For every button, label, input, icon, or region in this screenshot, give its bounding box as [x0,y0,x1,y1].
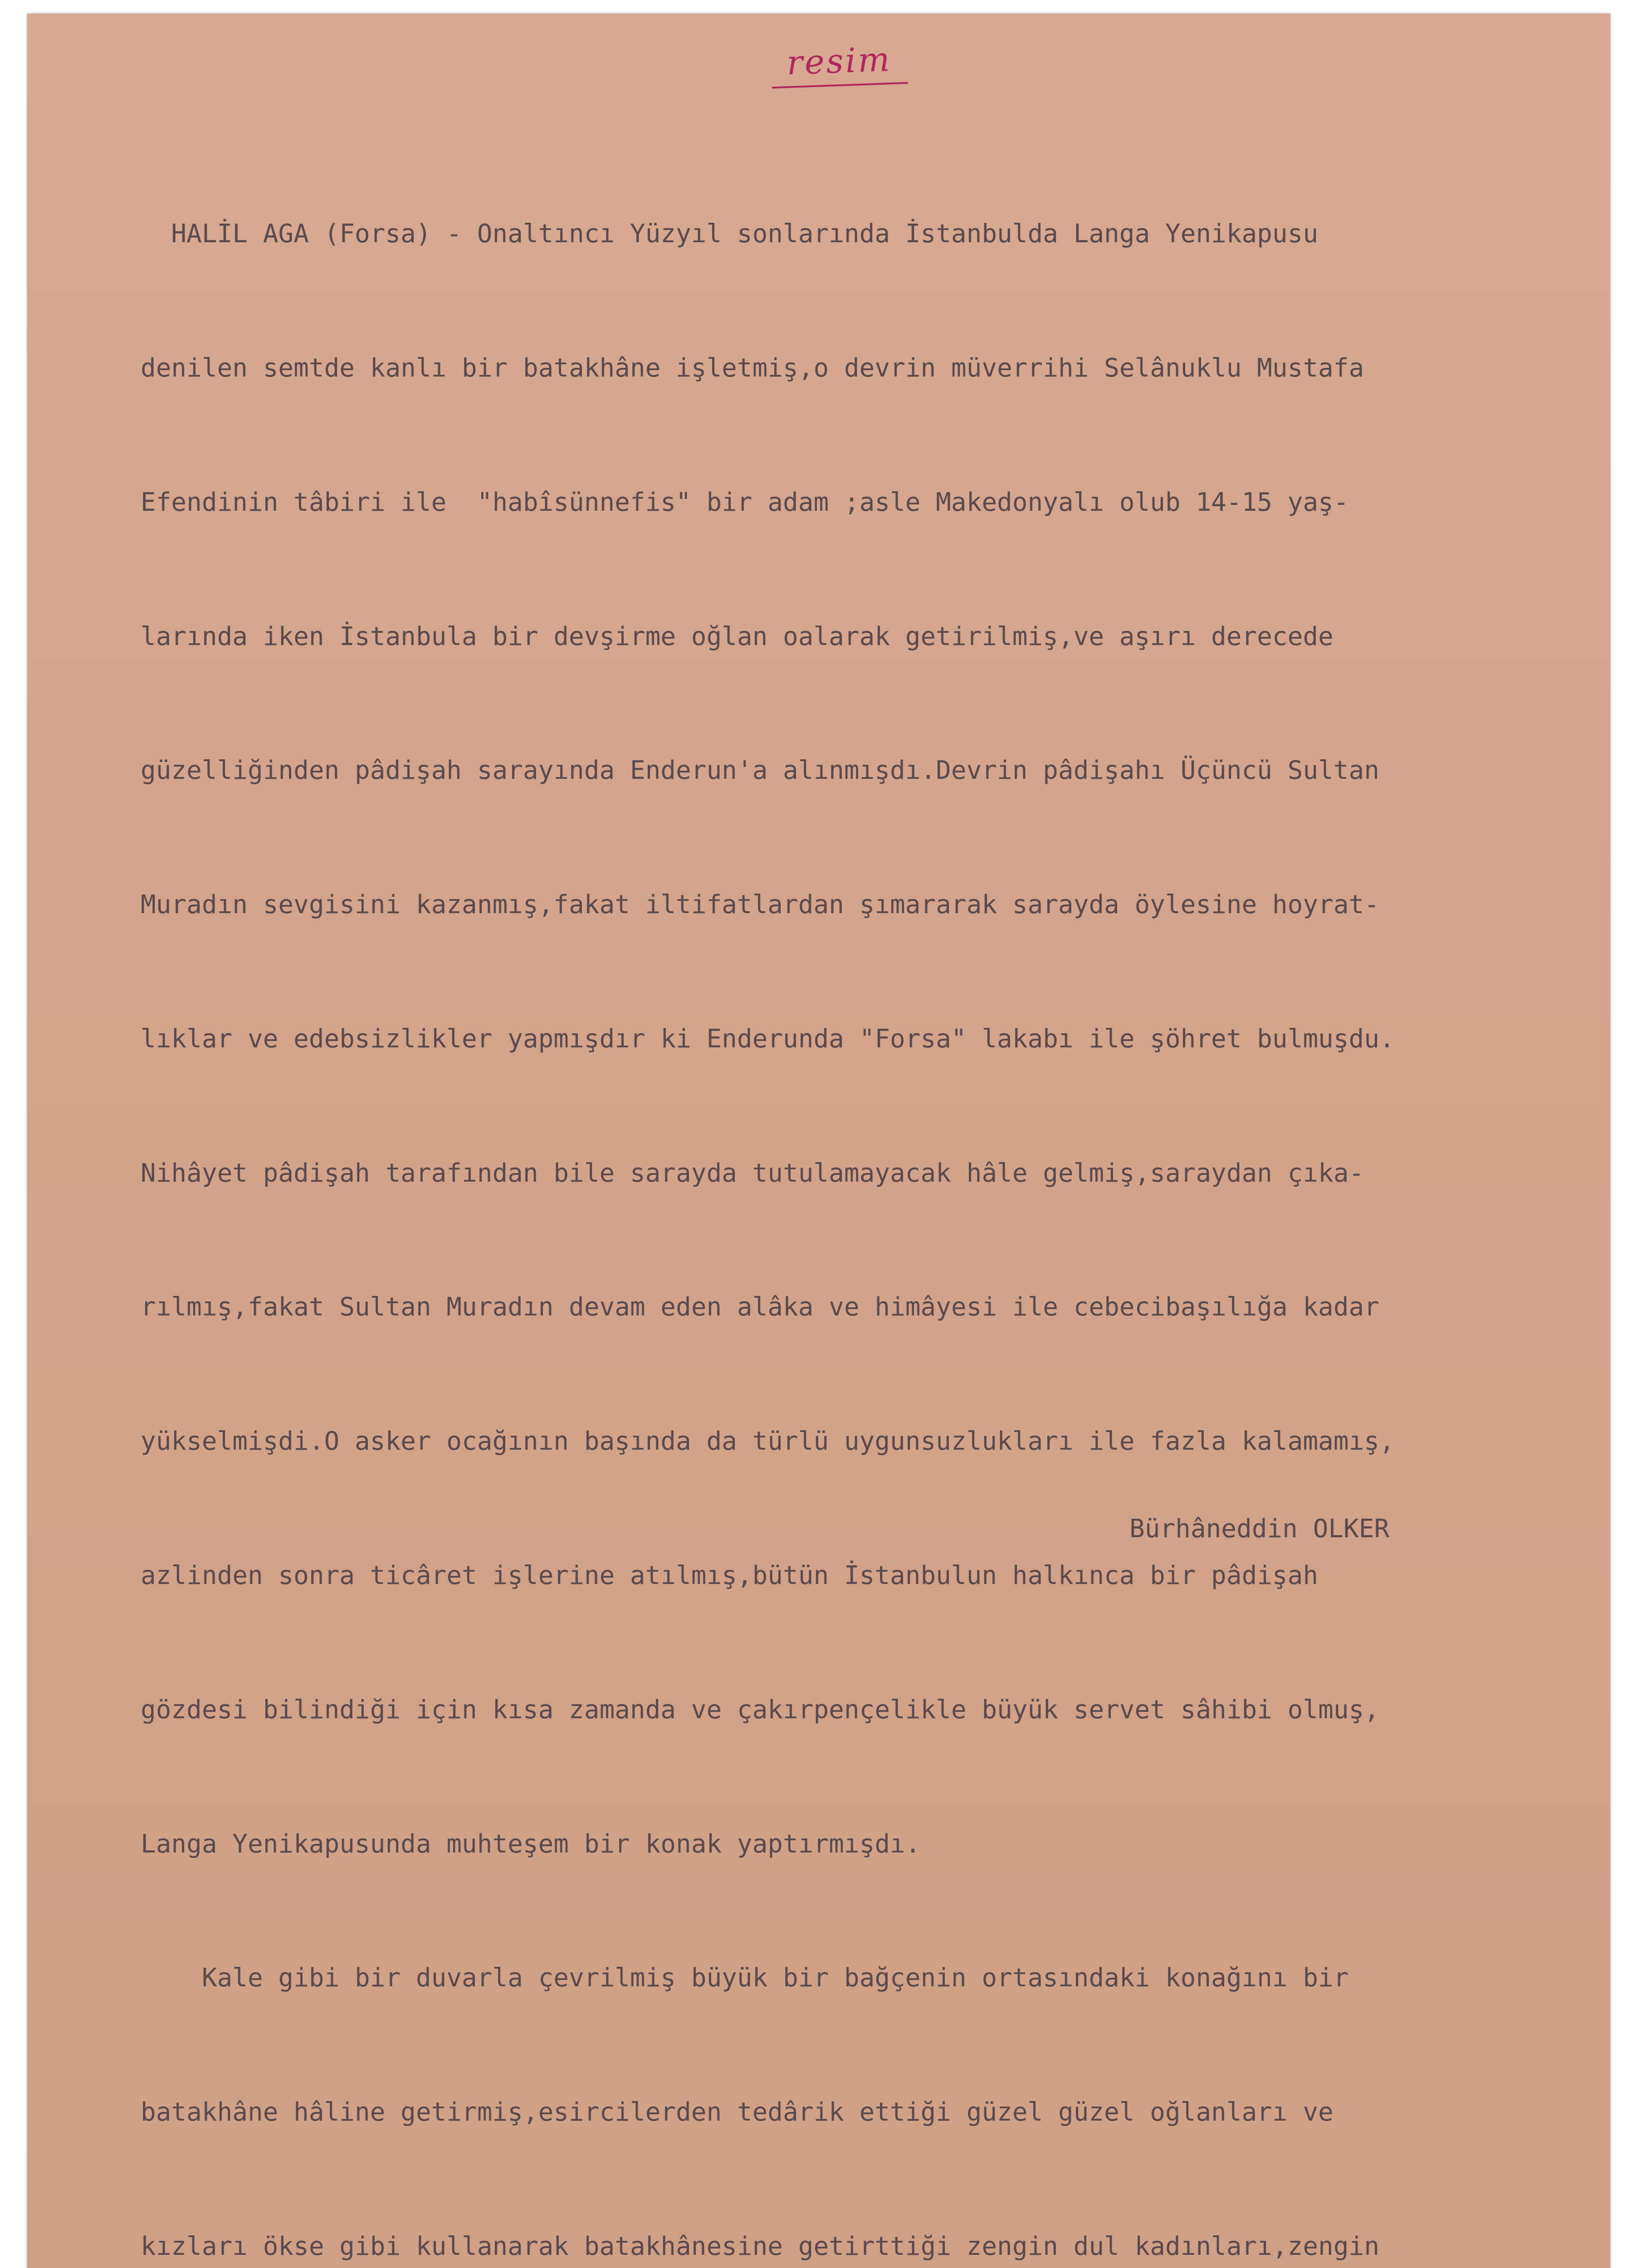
text-line: gözdesi bilindiği için kısa zamanda ve çakırpençelikle büyük servet sâhibi olmuş, [141,1695,1379,1725]
text-line: Muradın sevgisini kazanmış,fakat iltifatlardan şımararak sarayda öylesine hoyrat- [141,890,1379,920]
text-line: Kale gibi bir duvarla çevrilmiş büyük bir bağçenin ortasındaki konağını bir [141,1963,1349,1993]
text-line: HALİL AGA (Forsa) - Onaltıncı Yüzyıl sonlarında İstanbulda Langa Yenikapusu [141,219,1319,249]
text-line: Efendinin tâbiri ile "habîsünnefis" bir adam ;asle Makedonyalı olub 14-15 yaş- [141,487,1349,517]
text-line: larında iken İstanbula bir devşirme oğlan oalarak getirilmiş,ve aşırı derecede [141,621,1334,651]
text-line: rılmış,fakat Sultan Muradın devam eden alâka ve himâyesi ile cebecibaşılığa kadar [141,1292,1379,1322]
text-line: güzelliğinden pâdişah sarayında Enderun'a alınmışdı.Devrin pâdişahı Üçüncü Sultan [141,756,1379,786]
typewritten-body [141,122,1632,2268]
text-line: denilen semtde kanlı bir batakhâne işletmiş,o devrin müverrihi Selânuklu Mustafa [141,353,1364,383]
text-line: batakhâne hâline getirmiş,esircilerden tedârik ettiği güzel güzel oğlanları ve [141,2097,1334,2127]
handwritten-annotation: resim [770,39,908,88]
text-line: lıklar ve edebsizlikler yapmışdır ki Enderunda "Forsa" lakabı ile şöhret bulmuşdu. [141,1024,1395,1054]
author-signature: Bürhâneddin OLKER [1129,1514,1390,1544]
text-line: Langa Yenikapusunda muhteşem bir konak yaptırmışdı. [141,1829,921,1859]
text-line: Nihâyet pâdişah tarafından bile sarayda tutulamayacak hâle gelmiş,saraydan çıka- [141,1158,1364,1188]
text-line: yükselmişdi.O asker ocağının başında da türlü uygunsuzlukları ile fazla kalamamış, [141,1427,1395,1457]
text-line: kızları ökse gibi kullanarak batakhânesine getirttiği zengin dul kadınları,zengin [141,2231,1379,2261]
text-line: azlinden sonra ticâret işlerine atılmış,bütün İstanbulun halkınca bir pâdişah [141,1561,1319,1590]
document-page [27,14,1610,2268]
